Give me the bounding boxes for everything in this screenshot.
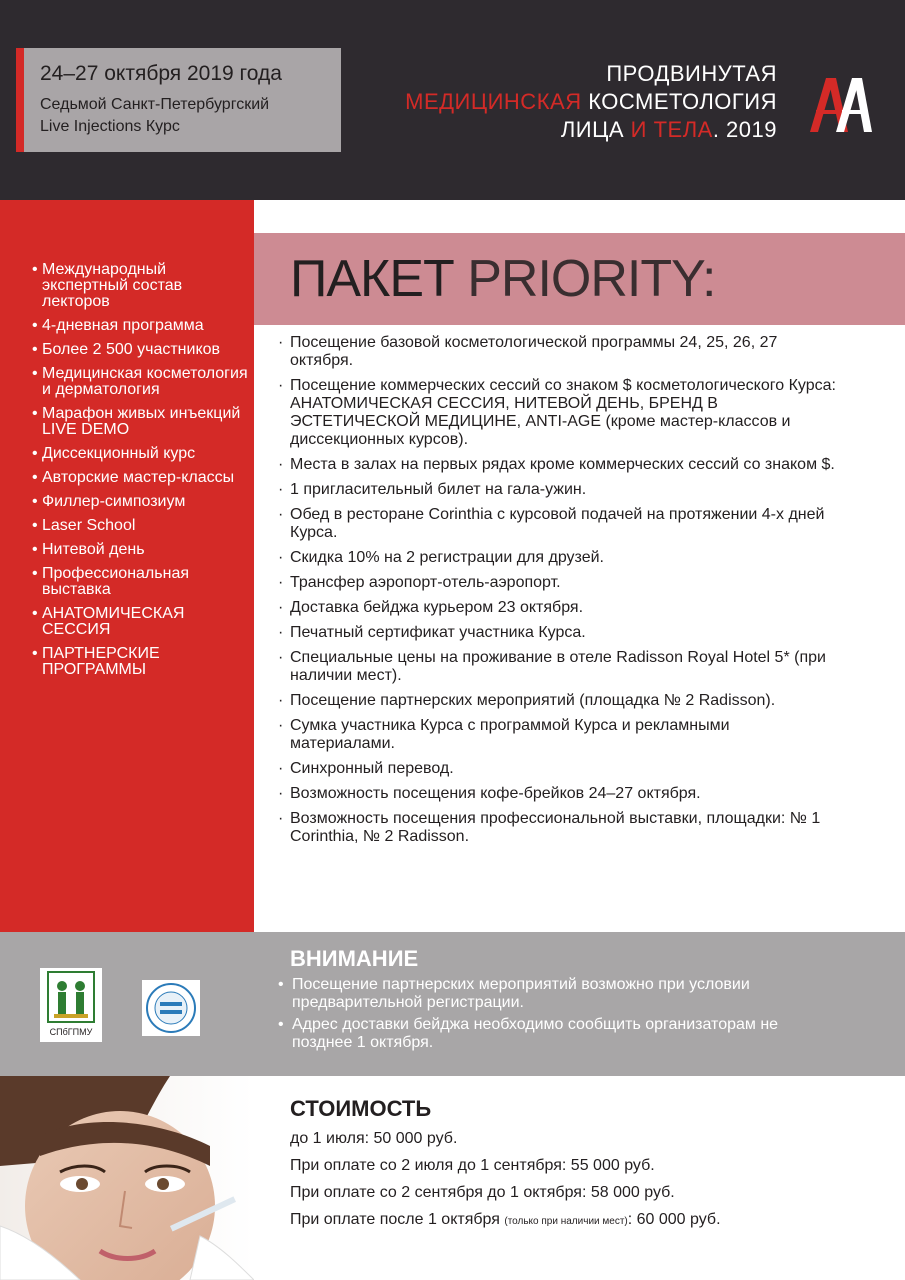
benefit-item: · Печатный сертификат участника Курса. [278,624,838,642]
benefit-item: · Посещение партнерских мероприятий (площадка № 2 Radisson). [278,692,838,710]
sidebar-feature-list [32,262,250,686]
event-dates: 24–27 октября 2019 года [40,62,282,85]
university-logo-text: СПбГПМУ [49,1027,93,1037]
sidebar-item: • Профессиональная выставка [32,566,250,598]
benefit-item: · Сумка участника Курса с программой Курса и рекламными материалами. [278,717,838,753]
benefit-item: · Посещение базовой косметологической программы 24, 25, 26, 27 октября. [278,334,838,370]
benefit-item: · Доставка бейджа курьером 23 октября. [278,599,838,617]
cost-line: При оплате со 2 июля до 1 сентября: 55 000 руб. [290,1157,655,1174]
cost-title: СТОИМОСТЬ [290,1096,432,1121]
brand-line2-rest: КОСМЕТОЛОГИЯ [581,89,777,114]
round-seal-logo [142,980,200,1036]
brand-line2 [405,88,777,116]
brand-line2-red: МЕДИЦИНСКАЯ [405,89,582,114]
benefits-list [278,334,838,853]
attention-item: • Посещение партнерских мероприятий возможно при условии предварительной регистрации. [278,976,798,1012]
priority-title-part1: ПАКЕТ [290,250,468,308]
benefit-item: · Возможность посещения профессиональной выставки, площадки: № 1 Corinthia, № 2 Radisson. [278,810,838,846]
header [0,0,905,200]
sidebar-item: • Филлер-симпозиум [32,494,250,510]
priority-title-part2: PRIORITY: [467,250,716,308]
woman-face-photo [0,1076,254,1280]
benefit-item: · Места в залах на первых рядах кроме коммерческих сессий со знаком $. [278,456,838,474]
sidebar-item: • АНАТОМИЧЕСКАЯ СЕССИЯ [32,606,250,638]
university-emblem-icon [40,968,102,1042]
sidebar-item: • Нитевой день [32,542,250,558]
benefit-item: · Скидка 10% на 2 регистрации для друзей. [278,549,838,567]
sidebar-item: • Марафон живых инъекций LIVE DEMO [32,406,250,438]
benefit-item: · Синхронный перевод. [278,760,838,778]
cost-line4-end: : 60 000 руб. [627,1211,721,1228]
brand-line3 [405,116,777,144]
event-subtitle-line2: Live Injections Курс [40,118,180,135]
priority-title [290,249,715,309]
benefit-item: · Специальные цены на проживание в отеле Radisson Royal Hotel 5* (при наличии мест). [278,649,838,685]
benefit-item: · Посещение коммерческих сессий со знаком $ косметологического Курса: АНАТОМИЧЕСКАЯ СЕССИЯ, НИТЕВОЙ ДЕНЬ, БРЕНД В ЭСТЕТИЧЕСКОЙ МЕДИЦИНЕ, ANTI-AGE (кроме мастер-классов и диссекционных курсов). [278,377,838,449]
sidebar-item: • Более 2 500 участников [32,342,250,358]
sidebar-item: • Международный экспертный состав лекторов [32,262,250,310]
attention-item: • Адрес доставки бейджа необходимо сообщить организаторам не позднее 1 октября. [278,1016,798,1052]
cost-line: до 1 июля: 50 000 руб. [290,1130,458,1147]
cost-line [290,1211,890,1231]
cost-line4-start: При оплате после 1 октября [290,1211,505,1228]
sidebar-item: • ПАРТНЕРСКИЕ ПРОГРАММЫ [32,646,250,678]
cost-list [290,1130,890,1240]
brand-title [405,60,777,144]
sidebar-item: • Диссекционный курс [32,446,250,462]
benefit-item: · 1 пригласительный билет на гала-ужин. [278,481,838,499]
brand-line3-red: И ТЕЛА [630,117,713,142]
sidebar-item: • Медицинская косметология и дерматология [32,366,250,398]
benefit-item: · Возможность посещения кофе-брейков 24–27 октября. [278,785,838,803]
event-subtitle-line1: Седьмой Санкт-Петербургский [40,96,270,113]
attention-list [278,976,798,1056]
attention-title: ВНИМАНИЕ [290,946,419,971]
sidebar-item: • Авторские мастер-классы [32,470,250,486]
cosmetology-photo [0,1076,254,1280]
sidebar [0,200,254,932]
cost-line: При оплате со 2 сентября до 1 октября: 58 000 руб. [290,1184,675,1201]
accent-bar [16,48,24,152]
sidebar-item: • Laser School [32,518,250,534]
brand-line1: ПРОДВИНУТАЯ [606,61,777,86]
sidebar-item: • 4-дневная программа [32,318,250,334]
brand-line3-start: ЛИЦА [560,117,631,142]
brand-line3-end: . 2019 [712,117,777,142]
cost-line4-note: (только при наличии мест) [504,1216,628,1227]
benefit-item: · Обед в ресторане Corinthia с курсовой подачей на протяжении 4-х дней Курса. [278,506,838,542]
round-seal-logo-icon [142,980,200,1036]
benefit-item: · Трансфер аэропорт-отель-аэропорт. [278,574,838,592]
aa-logo-icon [806,74,872,134]
university-logo [40,968,102,1042]
